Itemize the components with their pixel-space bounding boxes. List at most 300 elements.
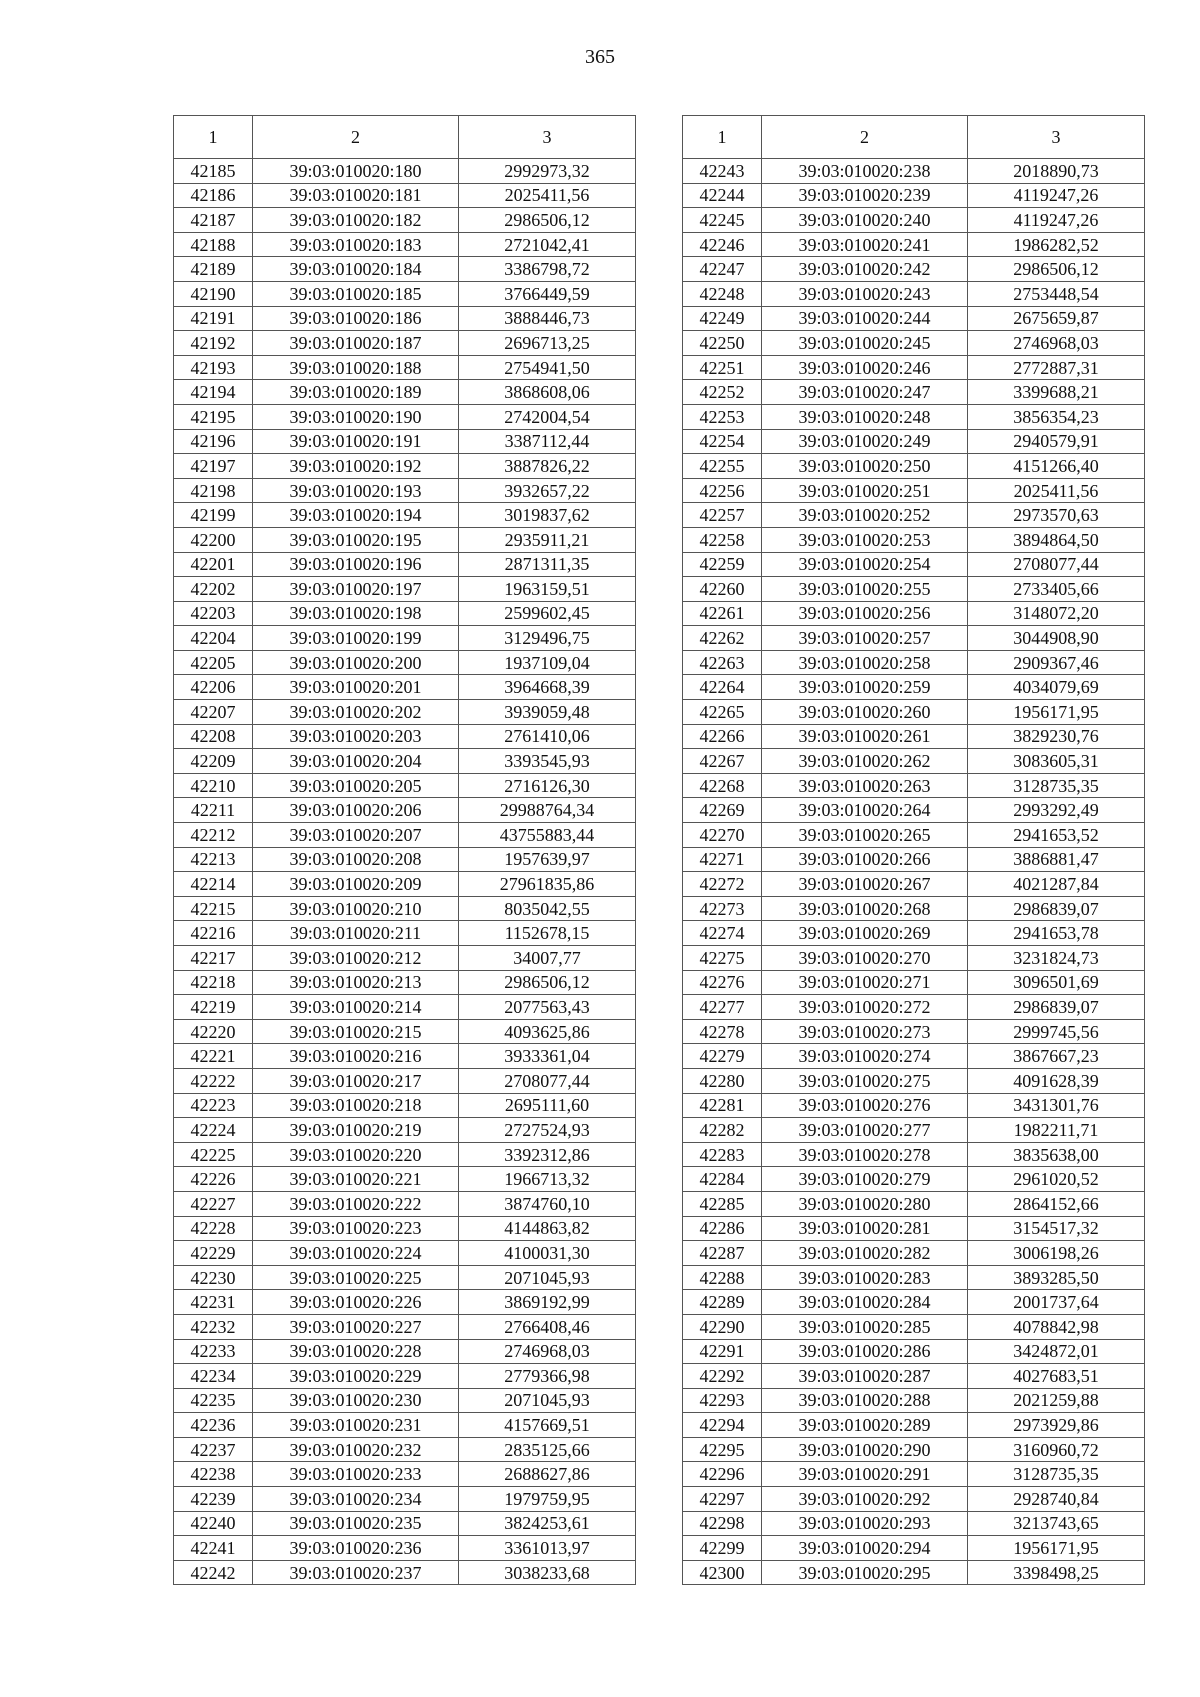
cell-value: 3044908,90: [968, 626, 1145, 651]
table-row: [174, 1560, 636, 1585]
table-row: [174, 1462, 636, 1487]
table-row: [174, 1511, 636, 1536]
table-row: [174, 478, 636, 503]
table-row: [683, 1241, 1145, 1266]
cell-cadastral-number: 39:03:010020:285: [762, 1314, 968, 1339]
table-row: [174, 552, 636, 577]
cell-number: 42185: [174, 159, 253, 184]
cell-number: 42260: [683, 577, 762, 602]
table-row: [174, 921, 636, 946]
cell-cadastral-number: 39:03:010020:206: [253, 798, 459, 823]
cell-cadastral-number: 39:03:010020:246: [762, 355, 968, 380]
cell-value: 2986506,12: [459, 208, 636, 233]
cell-cadastral-number: 39:03:010020:194: [253, 503, 459, 528]
cell-value: 2986506,12: [968, 257, 1145, 282]
cell-number: 42243: [683, 159, 762, 184]
cell-cadastral-number: 39:03:010020:235: [253, 1511, 459, 1536]
cell-number: 42188: [174, 232, 253, 257]
cell-value: 3154517,32: [968, 1216, 1145, 1241]
table-row: [174, 1216, 636, 1241]
cell-number: 42236: [174, 1413, 253, 1438]
cell-value: 2018890,73: [968, 159, 1145, 184]
table-row: [174, 1339, 636, 1364]
table-row: [174, 1364, 636, 1389]
cell-value: 3868608,06: [459, 380, 636, 405]
cell-cadastral-number: 39:03:010020:211: [253, 921, 459, 946]
cell-number: 42263: [683, 650, 762, 675]
column-header-value: 3: [459, 116, 636, 159]
cell-cadastral-number: 39:03:010020:219: [253, 1118, 459, 1143]
cell-cadastral-number: 39:03:010020:222: [253, 1191, 459, 1216]
table-row: [174, 1487, 636, 1512]
cell-cadastral-number: 39:03:010020:253: [762, 527, 968, 552]
table-header-row: [174, 116, 636, 159]
cell-cadastral-number: 39:03:010020:184: [253, 257, 459, 282]
cell-cadastral-number: 39:03:010020:195: [253, 527, 459, 552]
table-row: [683, 1044, 1145, 1069]
cell-number: 42222: [174, 1068, 253, 1093]
cell-number: 42224: [174, 1118, 253, 1143]
cell-value: 29988764,34: [459, 798, 636, 823]
cell-number: 42262: [683, 626, 762, 651]
cell-number: 42283: [683, 1142, 762, 1167]
cell-value: 3083605,31: [968, 749, 1145, 774]
cell-cadastral-number: 39:03:010020:181: [253, 183, 459, 208]
cell-cadastral-number: 39:03:010020:291: [762, 1462, 968, 1487]
cell-number: 42255: [683, 454, 762, 479]
cell-value: 2999745,56: [968, 1019, 1145, 1044]
cell-value: 3361013,97: [459, 1536, 636, 1561]
cell-cadastral-number: 39:03:010020:183: [253, 232, 459, 257]
cell-cadastral-number: 39:03:010020:266: [762, 847, 968, 872]
table-row: [683, 1339, 1145, 1364]
cell-cadastral-number: 39:03:010020:252: [762, 503, 968, 528]
table-row: [174, 946, 636, 971]
cell-cadastral-number: 39:03:010020:182: [253, 208, 459, 233]
table-row: [174, 896, 636, 921]
table-row: [683, 552, 1145, 577]
cell-number: 42199: [174, 503, 253, 528]
table-row: [174, 208, 636, 233]
cell-number: 42198: [174, 478, 253, 503]
cell-value: 2077563,43: [459, 995, 636, 1020]
cell-value: 1152678,15: [459, 921, 636, 946]
cell-number: 42266: [683, 724, 762, 749]
cell-cadastral-number: 39:03:010020:280: [762, 1191, 968, 1216]
page-number: 365: [585, 46, 615, 68]
cell-cadastral-number: 39:03:010020:263: [762, 773, 968, 798]
cell-cadastral-number: 39:03:010020:185: [253, 281, 459, 306]
cell-cadastral-number: 39:03:010020:228: [253, 1339, 459, 1364]
cell-cadastral-number: 39:03:010020:215: [253, 1019, 459, 1044]
table-row: [683, 159, 1145, 184]
cell-value: 3399688,21: [968, 380, 1145, 405]
cell-value: 3856354,23: [968, 404, 1145, 429]
cell-cadastral-number: 39:03:010020:262: [762, 749, 968, 774]
table-row: [683, 232, 1145, 257]
cell-value: 2025411,56: [968, 478, 1145, 503]
cell-cadastral-number: 39:03:010020:272: [762, 995, 968, 1020]
cell-number: 42267: [683, 749, 762, 774]
table-row: [174, 1167, 636, 1192]
table-row: [683, 1216, 1145, 1241]
cell-number: 42265: [683, 700, 762, 725]
table-row: [683, 1290, 1145, 1315]
cell-value: 1979759,95: [459, 1487, 636, 1512]
cell-number: 42277: [683, 995, 762, 1020]
cell-cadastral-number: 39:03:010020:247: [762, 380, 968, 405]
table-row: [683, 798, 1145, 823]
table-row: [683, 527, 1145, 552]
cell-cadastral-number: 39:03:010020:276: [762, 1093, 968, 1118]
cell-value: 3129496,75: [459, 626, 636, 651]
cell-value: 2864152,66: [968, 1191, 1145, 1216]
table-row: [683, 306, 1145, 331]
table-row: [683, 1314, 1145, 1339]
cell-value: 4078842,98: [968, 1314, 1145, 1339]
cell-value: 2986506,12: [459, 970, 636, 995]
cell-cadastral-number: 39:03:010020:270: [762, 946, 968, 971]
cell-number: 42235: [174, 1388, 253, 1413]
cell-value: 3888446,73: [459, 306, 636, 331]
cell-cadastral-number: 39:03:010020:180: [253, 159, 459, 184]
cell-cadastral-number: 39:03:010020:218: [253, 1093, 459, 1118]
cell-number: 42213: [174, 847, 253, 872]
cell-value: 2993292,49: [968, 798, 1145, 823]
cell-cadastral-number: 39:03:010020:243: [762, 281, 968, 306]
cell-cadastral-number: 39:03:010020:188: [253, 355, 459, 380]
table-row: [683, 650, 1145, 675]
table-row: [683, 749, 1145, 774]
cell-value: 2940579,91: [968, 429, 1145, 454]
cell-cadastral-number: 39:03:010020:236: [253, 1536, 459, 1561]
cell-value: 3431301,76: [968, 1093, 1145, 1118]
cell-value: 2727524,93: [459, 1118, 636, 1143]
cell-number: 42290: [683, 1314, 762, 1339]
cell-number: 42298: [683, 1511, 762, 1536]
table-row: [174, 159, 636, 184]
cell-value: 3874760,10: [459, 1191, 636, 1216]
cell-value: 2779366,98: [459, 1364, 636, 1389]
cell-number: 42227: [174, 1191, 253, 1216]
table-row: [174, 1290, 636, 1315]
table-row: [683, 1364, 1145, 1389]
cell-value: 3128735,35: [968, 773, 1145, 798]
cell-number: 42272: [683, 872, 762, 897]
table-row: [174, 970, 636, 995]
table-row: [174, 577, 636, 602]
cell-cadastral-number: 39:03:010020:250: [762, 454, 968, 479]
table-row: [174, 1191, 636, 1216]
table-row: [174, 995, 636, 1020]
table-row: [683, 429, 1145, 454]
cell-number: 42193: [174, 355, 253, 380]
cell-number: 42281: [683, 1093, 762, 1118]
cell-number: 42284: [683, 1167, 762, 1192]
cell-cadastral-number: 39:03:010020:226: [253, 1290, 459, 1315]
table-row: [683, 1093, 1145, 1118]
table-row: [174, 257, 636, 282]
cell-value: 3213743,65: [968, 1511, 1145, 1536]
table-header-row: [683, 116, 1145, 159]
cell-value: 2986839,07: [968, 896, 1145, 921]
cell-cadastral-number: 39:03:010020:203: [253, 724, 459, 749]
cell-cadastral-number: 39:03:010020:239: [762, 183, 968, 208]
cell-value: 2772887,31: [968, 355, 1145, 380]
cell-value: 2001737,64: [968, 1290, 1145, 1315]
table-row: [683, 355, 1145, 380]
cell-number: 42220: [174, 1019, 253, 1044]
cell-number: 42238: [174, 1462, 253, 1487]
cell-number: 42270: [683, 823, 762, 848]
cell-value: 2973929,86: [968, 1413, 1145, 1438]
cell-value: 2071045,93: [459, 1388, 636, 1413]
cell-cadastral-number: 39:03:010020:288: [762, 1388, 968, 1413]
cell-cadastral-number: 39:03:010020:234: [253, 1487, 459, 1512]
cell-number: 42268: [683, 773, 762, 798]
cell-cadastral-number: 39:03:010020:200: [253, 650, 459, 675]
cell-value: 2928740,84: [968, 1487, 1145, 1512]
cell-value: 4157669,51: [459, 1413, 636, 1438]
cell-cadastral-number: 39:03:010020:233: [253, 1462, 459, 1487]
cell-value: 3398498,25: [968, 1560, 1145, 1585]
cell-number: 42221: [174, 1044, 253, 1069]
cell-cadastral-number: 39:03:010020:249: [762, 429, 968, 454]
cell-value: 3835638,00: [968, 1142, 1145, 1167]
table-row: [683, 478, 1145, 503]
cell-value: 3964668,39: [459, 675, 636, 700]
cell-number: 42296: [683, 1462, 762, 1487]
cell-value: 2766408,46: [459, 1314, 636, 1339]
cell-cadastral-number: 39:03:010020:294: [762, 1536, 968, 1561]
cell-cadastral-number: 39:03:010020:245: [762, 331, 968, 356]
cell-value: 8035042,55: [459, 896, 636, 921]
cell-value: 3933361,04: [459, 1044, 636, 1069]
table-row: [683, 921, 1145, 946]
cell-number: 42269: [683, 798, 762, 823]
cell-value: 3096501,69: [968, 970, 1145, 995]
cell-cadastral-number: 39:03:010020:292: [762, 1487, 968, 1512]
table-row: [174, 380, 636, 405]
cell-cadastral-number: 39:03:010020:225: [253, 1265, 459, 1290]
table-row: [174, 454, 636, 479]
cell-number: 42230: [174, 1265, 253, 1290]
cell-number: 42264: [683, 675, 762, 700]
cell-number: 42223: [174, 1093, 253, 1118]
cell-value: 3939059,48: [459, 700, 636, 725]
cell-value: 3894864,50: [968, 527, 1145, 552]
cell-number: 42292: [683, 1364, 762, 1389]
cell-value: 1956171,95: [968, 700, 1145, 725]
cell-value: 2708077,44: [968, 552, 1145, 577]
cell-cadastral-number: 39:03:010020:192: [253, 454, 459, 479]
table-row: [174, 724, 636, 749]
cell-number: 42282: [683, 1118, 762, 1143]
table-row: [174, 1536, 636, 1561]
cell-value: 2721042,41: [459, 232, 636, 257]
table-row: [174, 503, 636, 528]
cell-cadastral-number: 39:03:010020:284: [762, 1290, 968, 1315]
cell-cadastral-number: 39:03:010020:269: [762, 921, 968, 946]
table-row: [683, 1437, 1145, 1462]
cell-cadastral-number: 39:03:010020:260: [762, 700, 968, 725]
cell-number: 42226: [174, 1167, 253, 1192]
cell-number: 42258: [683, 527, 762, 552]
cell-number: 42261: [683, 601, 762, 626]
cell-cadastral-number: 39:03:010020:295: [762, 1560, 968, 1585]
cell-value: 4093625,86: [459, 1019, 636, 1044]
cell-number: 42295: [683, 1437, 762, 1462]
cell-cadastral-number: 39:03:010020:207: [253, 823, 459, 848]
cell-number: 42234: [174, 1364, 253, 1389]
table-row: [174, 429, 636, 454]
table-row: [683, 1191, 1145, 1216]
cell-number: 42293: [683, 1388, 762, 1413]
cell-number: 42210: [174, 773, 253, 798]
cell-cadastral-number: 39:03:010020:267: [762, 872, 968, 897]
cell-cadastral-number: 39:03:010020:220: [253, 1142, 459, 1167]
cell-value: 2935911,21: [459, 527, 636, 552]
cell-number: 42212: [174, 823, 253, 848]
cell-number: 42288: [683, 1265, 762, 1290]
cell-number: 42192: [174, 331, 253, 356]
cell-value: 1982211,71: [968, 1118, 1145, 1143]
table-row: [683, 1536, 1145, 1561]
cell-cadastral-number: 39:03:010020:259: [762, 675, 968, 700]
cell-value: 2973570,63: [968, 503, 1145, 528]
cell-cadastral-number: 39:03:010020:205: [253, 773, 459, 798]
cell-cadastral-number: 39:03:010020:210: [253, 896, 459, 921]
cell-value: 4144863,82: [459, 1216, 636, 1241]
cell-cadastral-number: 39:03:010020:190: [253, 404, 459, 429]
table-row: [174, 1388, 636, 1413]
cell-number: 42209: [174, 749, 253, 774]
cell-cadastral-number: 39:03:010020:189: [253, 380, 459, 405]
cell-number: 42186: [174, 183, 253, 208]
cell-value: 2835125,66: [459, 1437, 636, 1462]
cell-number: 42286: [683, 1216, 762, 1241]
cell-value: 2716126,30: [459, 773, 636, 798]
cell-number: 42225: [174, 1142, 253, 1167]
cell-value: 1986282,52: [968, 232, 1145, 257]
cell-value: 2021259,88: [968, 1388, 1145, 1413]
table-row: [174, 872, 636, 897]
cell-number: 42237: [174, 1437, 253, 1462]
cell-number: 42291: [683, 1339, 762, 1364]
cell-value: 3393545,93: [459, 749, 636, 774]
table-row: [174, 798, 636, 823]
cell-cadastral-number: 39:03:010020:232: [253, 1437, 459, 1462]
cell-number: 42197: [174, 454, 253, 479]
cell-cadastral-number: 39:03:010020:240: [762, 208, 968, 233]
column-header-cadastral: 2: [762, 116, 968, 159]
table-row: [683, 404, 1145, 429]
cell-cadastral-number: 39:03:010020:223: [253, 1216, 459, 1241]
cell-cadastral-number: 39:03:010020:209: [253, 872, 459, 897]
cell-number: 42275: [683, 946, 762, 971]
cell-value: 1957639,97: [459, 847, 636, 872]
table-row: [174, 626, 636, 651]
table-row: [683, 773, 1145, 798]
cell-number: 42231: [174, 1290, 253, 1315]
cell-value: 3019837,62: [459, 503, 636, 528]
cell-number: 42257: [683, 503, 762, 528]
table-row: [174, 1044, 636, 1069]
cell-cadastral-number: 39:03:010020:279: [762, 1167, 968, 1192]
cell-value: 4027683,51: [968, 1364, 1145, 1389]
table-row: [174, 749, 636, 774]
cell-cadastral-number: 39:03:010020:231: [253, 1413, 459, 1438]
cell-value: 1937109,04: [459, 650, 636, 675]
cell-cadastral-number: 39:03:010020:221: [253, 1167, 459, 1192]
cell-number: 42297: [683, 1487, 762, 1512]
cell-number: 42280: [683, 1068, 762, 1093]
table-row: [174, 1142, 636, 1167]
cell-number: 42206: [174, 675, 253, 700]
table-row: [683, 626, 1145, 651]
cell-cadastral-number: 39:03:010020:216: [253, 1044, 459, 1069]
cell-value: 2742004,54: [459, 404, 636, 429]
cell-value: 2871311,35: [459, 552, 636, 577]
cell-number: 42214: [174, 872, 253, 897]
table-row: [683, 823, 1145, 848]
table-row: [683, 1265, 1145, 1290]
cell-cadastral-number: 39:03:010020:212: [253, 946, 459, 971]
table-row: [174, 1093, 636, 1118]
table-row: [174, 1118, 636, 1143]
cell-number: 42249: [683, 306, 762, 331]
cell-value: 3867667,23: [968, 1044, 1145, 1069]
cell-value: 4151266,40: [968, 454, 1145, 479]
cell-cadastral-number: 39:03:010020:282: [762, 1241, 968, 1266]
cell-cadastral-number: 39:03:010020:229: [253, 1364, 459, 1389]
table-row: [174, 331, 636, 356]
table-row: [683, 1462, 1145, 1487]
cell-cadastral-number: 39:03:010020:277: [762, 1118, 968, 1143]
cell-cadastral-number: 39:03:010020:237: [253, 1560, 459, 1585]
cell-value: 3829230,76: [968, 724, 1145, 749]
cell-cadastral-number: 39:03:010020:261: [762, 724, 968, 749]
cell-number: 42241: [174, 1536, 253, 1561]
cell-cadastral-number: 39:03:010020:290: [762, 1437, 968, 1462]
cell-cadastral-number: 39:03:010020:257: [762, 626, 968, 651]
cell-value: 2688627,86: [459, 1462, 636, 1487]
table-row: [683, 970, 1145, 995]
table-row: [174, 355, 636, 380]
cell-value: 3893285,50: [968, 1265, 1145, 1290]
column-header-number: 1: [174, 116, 253, 159]
cell-number: 42245: [683, 208, 762, 233]
table-row: [174, 1314, 636, 1339]
cell-number: 42191: [174, 306, 253, 331]
cell-number: 42259: [683, 552, 762, 577]
column-header-value: 3: [968, 116, 1145, 159]
left-table: [173, 115, 636, 1585]
table-row: [683, 1388, 1145, 1413]
table-row: [683, 257, 1145, 282]
table-row: [174, 650, 636, 675]
table-row: [683, 380, 1145, 405]
cell-value: 2986839,07: [968, 995, 1145, 1020]
cell-cadastral-number: 39:03:010020:197: [253, 577, 459, 602]
table-row: [174, 1241, 636, 1266]
cell-value: 2761410,06: [459, 724, 636, 749]
cell-cadastral-number: 39:03:010020:255: [762, 577, 968, 602]
cell-value: 1956171,95: [968, 1536, 1145, 1561]
table-row: [683, 1487, 1145, 1512]
cell-number: 42240: [174, 1511, 253, 1536]
cell-cadastral-number: 39:03:010020:265: [762, 823, 968, 848]
